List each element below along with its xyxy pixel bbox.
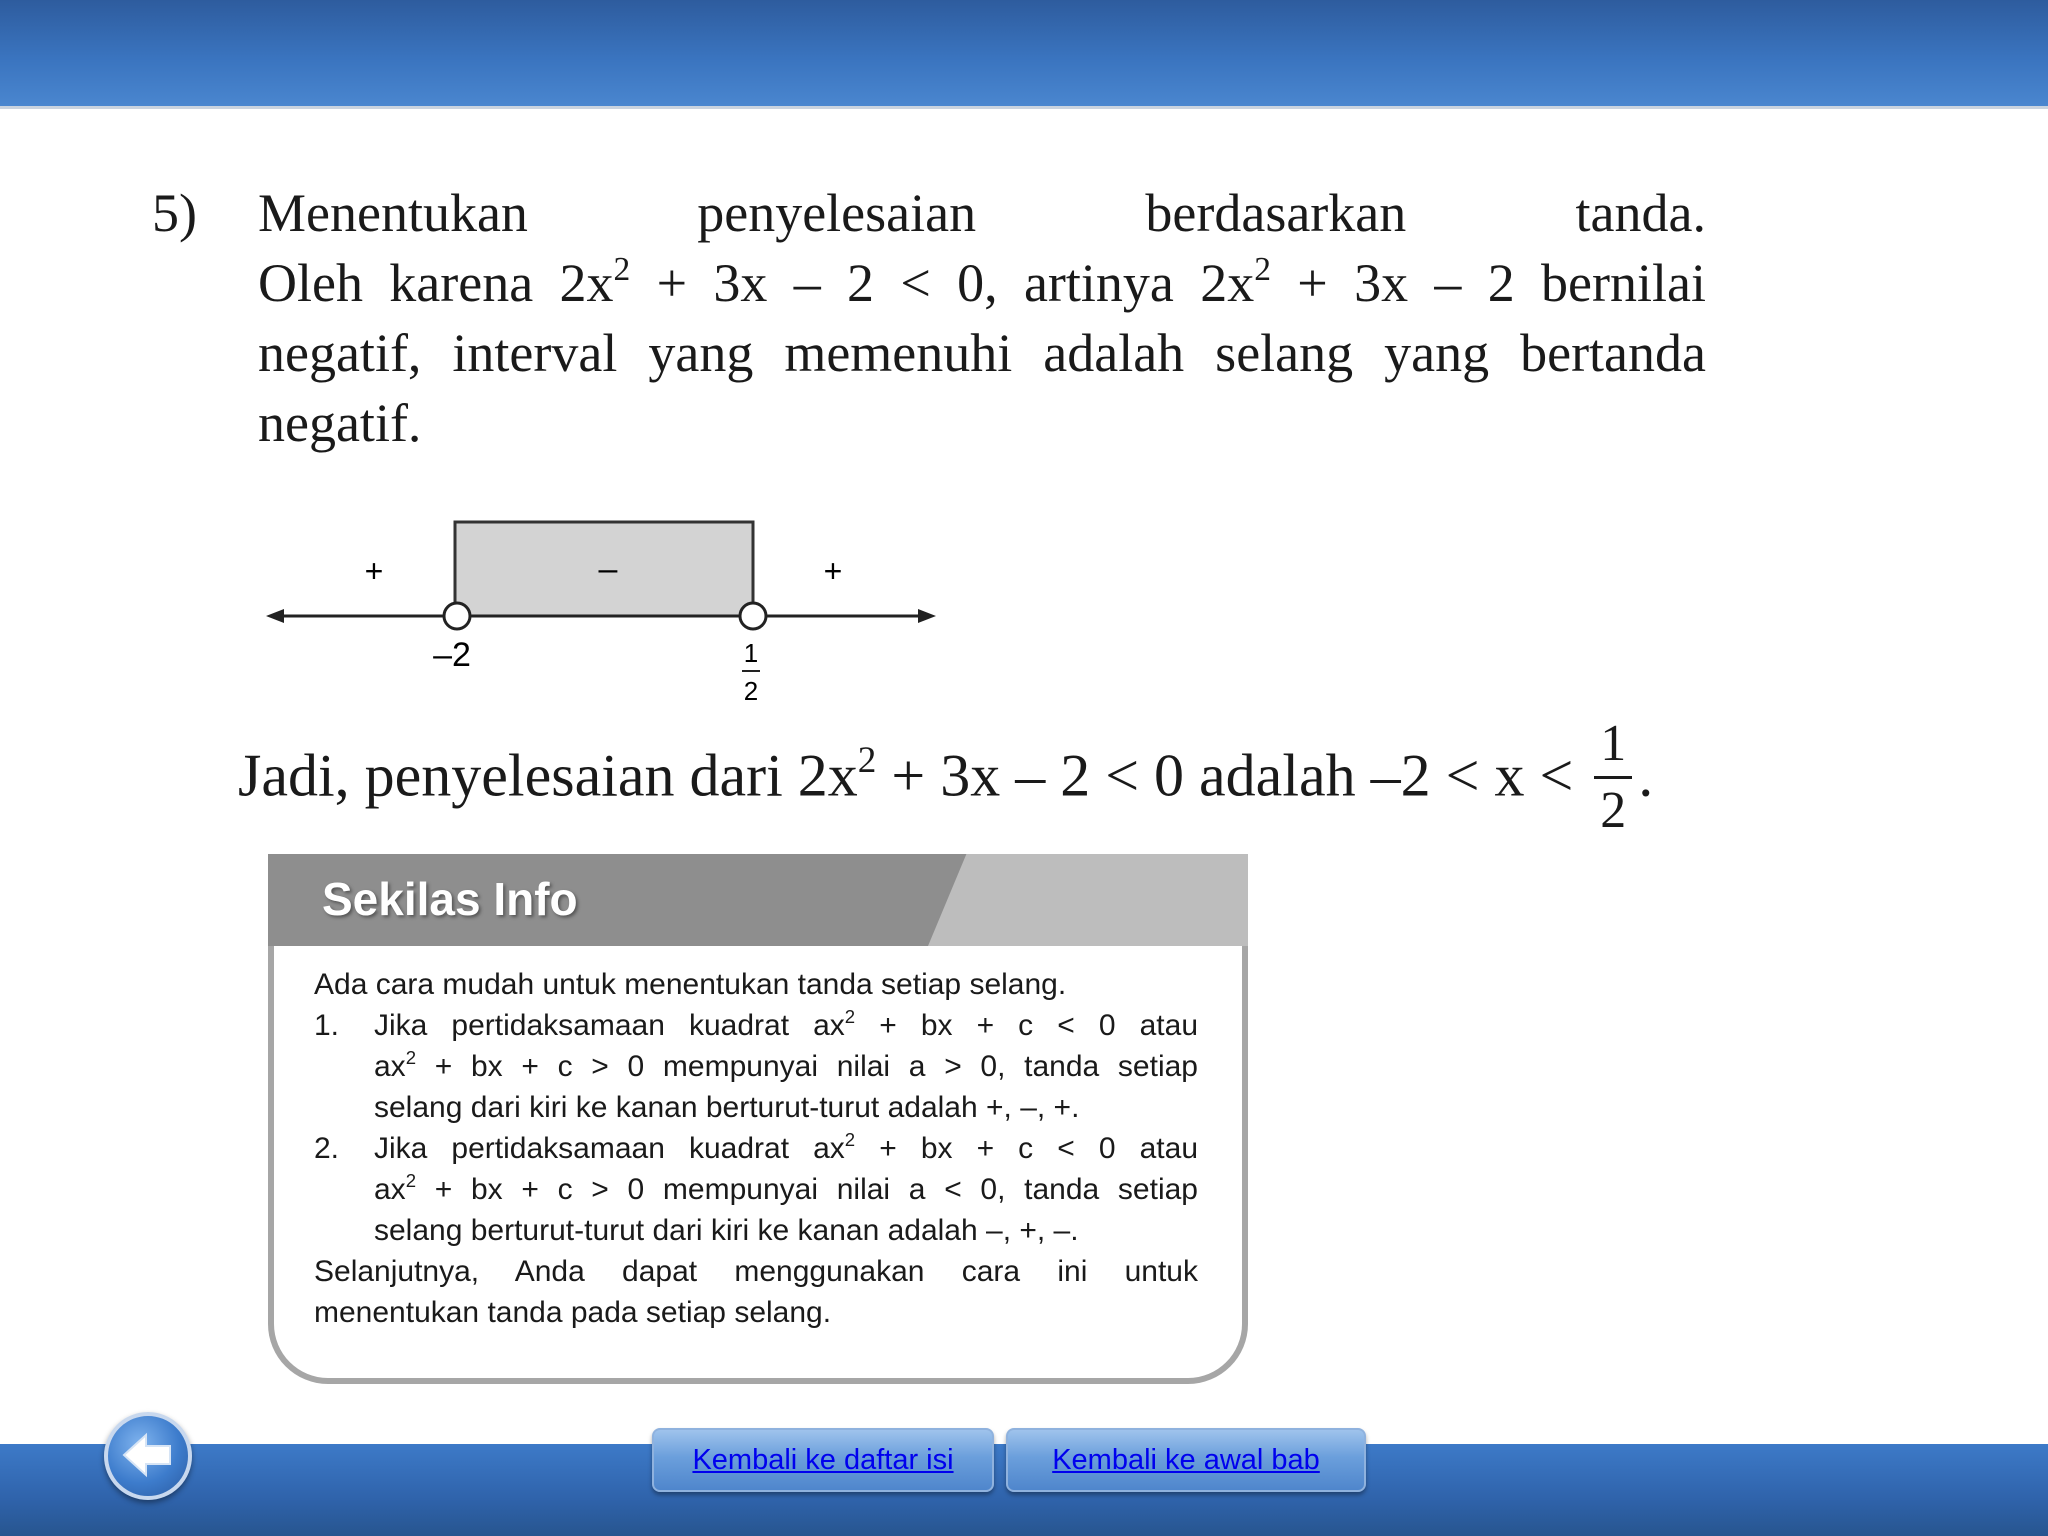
number-line-svg — [260, 508, 950, 718]
info-box-header-accent — [928, 854, 1248, 946]
step-line-2: Oleh karena $2x^2 + 3x - 2 < 0$, artinya $2x^2 + 3x - 2$ bernilai — [258, 251, 1706, 313]
middle-sign: – — [598, 550, 618, 588]
info-box-title: Sekilas Info — [322, 873, 578, 925]
step-line-1: Menentukan penyelesaian berdasarkan tanda. — [258, 183, 1706, 243]
info-box-header — [268, 854, 1248, 946]
back-arrow-icon — [122, 1432, 174, 1478]
step-number: 5) — [152, 183, 197, 243]
info-outro-1: Selanjutnya, Anda dapat menggunakan cara ini untuk — [314, 1255, 1198, 1288]
chapter-start-link-button[interactable]: Kembali ke awal bab — [1006, 1428, 1366, 1492]
info-item-2: 2. Jika pertidaksamaan kuadrat $ax^2$ + bx + c < 0 atau $ax^2$ + bx + c > 0 mempunyai nilai a < 0, tanda setiap selang berturut-turut dari kiri ke kanan adalah –, +, –. — [314, 1129, 1198, 1247]
info-box-text — [314, 964, 1198, 1333]
left-arrow-icon — [266, 609, 284, 623]
step-line-4: negatif. — [258, 393, 422, 453]
info-item-1: 1. Jika pertidaksamaan kuadrat $ax^2$ + bx + c < 0 atau $ax^2$ + bx + c > 0 mempunyai nilai a > 0, tanda setiap selang dari kiri ke kanan berturut-turut adalah +, –, +. — [314, 1006, 1198, 1124]
right-arrow-icon — [918, 609, 936, 623]
conclusion-fraction: $\frac{1}{2}$ — [1594, 718, 1632, 837]
back-button[interactable] — [104, 1412, 192, 1500]
right-point-numerator: 1 — [743, 638, 759, 668]
toc-link-button[interactable]: Kembali ke daftar isi — [652, 1428, 994, 1492]
conclusion-line: Jadi, penyelesaian dari $2x^2 + 3x - 2 < 0$ adalah –2 < x < $\frac{1}{2}$ . — [238, 715, 1654, 839]
header-bar — [0, 0, 2048, 109]
open-circle-left — [444, 603, 470, 629]
left-sign: + — [364, 553, 384, 589]
step-line-3: negatif, interval yang memenuhi adalah selang yang bertanda — [258, 323, 1706, 383]
left-point-label: –2 — [433, 636, 471, 674]
step-paragraph — [258, 178, 1706, 458]
open-circle-right — [740, 603, 766, 629]
info-box — [268, 854, 1248, 1384]
right-sign: + — [823, 553, 843, 589]
right-point-denominator: 2 — [743, 676, 759, 706]
number-line-diagram — [260, 508, 950, 723]
info-intro: Ada cara mudah untuk menentukan tanda setiap selang. — [314, 968, 1067, 1001]
info-outro-2: menentukan tanda pada setiap selang. — [314, 1296, 832, 1329]
